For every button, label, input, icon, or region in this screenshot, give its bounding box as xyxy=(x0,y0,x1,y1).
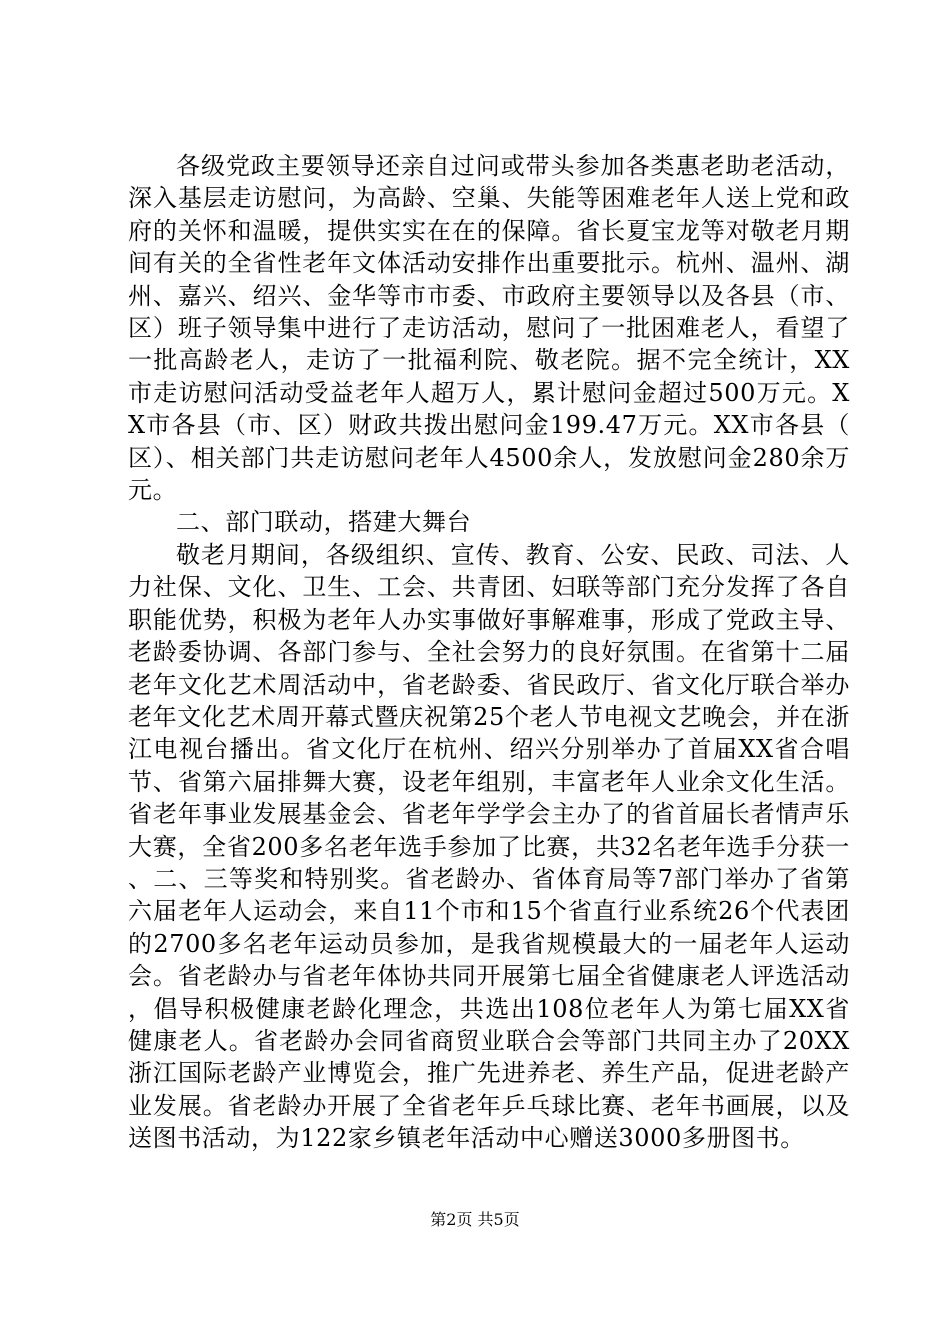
document-body xyxy=(128,150,850,1155)
page-number-footer: 第2页 共5页 xyxy=(430,1210,520,1229)
paragraph-leaders-visits: 各级党政主要领导还亲自过问或带头参加各类惠老助老活动，深入基层走访慰问，为高龄、空巢、失能等困难老年人送上党和政府的关怀和温暖，提供实实在在的保障。省长夏宝龙等对敬老月期间有关的全省性老年文体活动安排作出重要批示。杭州、温州、湖州、嘉兴、绍兴、金华等市市委、市政府主要领导以及各县（市、区）班子领导集中进行了走访活动，慰问了一批困难老人，看望了一批高龄老人，走访了一批福利院、敬老院。据不完全统计，XX市走访慰问活动受益老年人超万人，累计慰问金超过500万元。XX市各县（市、区）财政共拨出慰问金199.47万元。XX市各县（区）、相关部门共走访慰问老年人4500余人，发放慰问金280余万元。 xyxy=(128,152,850,505)
section-heading: 二、部门联动，搭建大舞台 xyxy=(176,508,472,537)
paragraph-department-linkage: 敬老月期间，各级组织、宣传、教育、公安、民政、司法、人力社保、文化、卫生、工会、共青团、妇联等部门充分发挥了各自职能优势，积极为老年人办实事做好事解难事，形成了党政主导、老龄委协调、各部门参与、全社会努力的良好氛围。在省第十二届老年文化艺术周活动中，省老龄委、省民政厅、省文化厅联合举办老年文化艺术周开幕式暨庆祝第25个老人节电视文艺晚会，并在浙江电视台播出。省文化厅在杭州、绍兴分别举办了首届XX省合唱节、省第六届排舞大赛，设老年组别，丰富老年人业余文化生活。省老年事业发展基金会、省老年学学会主办了的省首届长者情声乐大赛，全省200多名老年选手参加了比赛，共32名老年选手分获一、二、三等奖和特别奖。省老龄办、省体育局等7部门举办了省第六届老年人运动会，来自11个市和15个省直行业系统26个代表团的2700多名老年运动员参加，是我省规模最大的一届老年人运动会。省老龄办与省老年体协共同开展第七届全省健康老人评选活动，倡导积极健康老龄化理念，共选出108位老年人为第七届XX省健康老人。省老龄办会同省商贸业联合会等部门共同主办了20XX浙江国际老龄产业博览会，推广先进养老、养生产品，促进老龄产业发展。省老龄办开展了全省老年乒乓球比赛、老年书画展，以及送图书活动，为122家乡镇老年活动中心赠送3000多册图书。 xyxy=(128,540,850,1153)
